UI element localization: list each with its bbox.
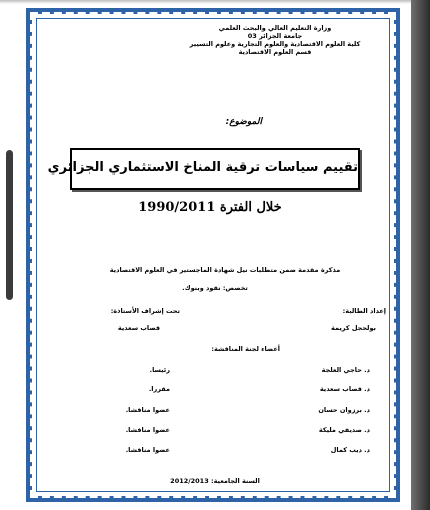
committee-member-role: مقررا. bbox=[148, 385, 170, 393]
committee-member-name: د. قصاب سعدية bbox=[319, 385, 370, 393]
supervisor-label: تحت إشراف الأستاذة: bbox=[110, 307, 180, 315]
committee-member-role: رئيسا. bbox=[149, 366, 170, 374]
student-name: بولحجل كريمة bbox=[331, 324, 376, 332]
student-label: إعداد الطالبة: bbox=[342, 307, 386, 315]
header-university: جامعة الجزائر 03 bbox=[247, 32, 303, 40]
header-department: قسم العلوم الاقتصادية bbox=[238, 48, 312, 56]
thesis-period: خلال الفترة 1990/2011 bbox=[138, 200, 282, 215]
header-ministry: وزارة التعليم العالي والبحث العلمي bbox=[218, 24, 332, 32]
committee-member-name: د. حاجي العلجة bbox=[321, 366, 370, 374]
committee-member-role: عضوا مناقشا. bbox=[125, 446, 170, 454]
subject-label: الموضوع: bbox=[225, 117, 262, 127]
right-edge-panel bbox=[411, 0, 430, 510]
academic-year: السنة الجامعية: 2012/2013 bbox=[170, 477, 260, 485]
committee-label: أعضاء لجنة المناقشة: bbox=[211, 345, 280, 353]
specialty-text: تخصص: نقود وبنوك. bbox=[182, 284, 248, 292]
header-faculty: كلية العلوم الاقتصادية والعلوم التجارية وعلوم التسيير bbox=[189, 40, 361, 48]
page-border-inner bbox=[36, 18, 390, 492]
thesis-title: تقييم سياسات ترقية المناخ الاستثماري الجزائري bbox=[47, 160, 358, 175]
committee-member-role: عضوا مناقشا. bbox=[125, 406, 170, 414]
committee-member-name: د. ديب كمال bbox=[330, 446, 370, 454]
memo-text: مذكرة مقدمة ضمن متطلبات نيل شهادة الماجستير في العلوم الاقتصادية bbox=[109, 266, 341, 274]
committee-member-role: عضوا مناقشا. bbox=[125, 426, 170, 434]
supervisor-name: قصاب سعدية bbox=[117, 324, 160, 332]
committee-member-name: د. صديقي مليكة bbox=[318, 426, 370, 434]
vertical-scrollbar[interactable] bbox=[6, 150, 13, 300]
committee-member-name: د. برزوان حسان bbox=[318, 406, 370, 414]
